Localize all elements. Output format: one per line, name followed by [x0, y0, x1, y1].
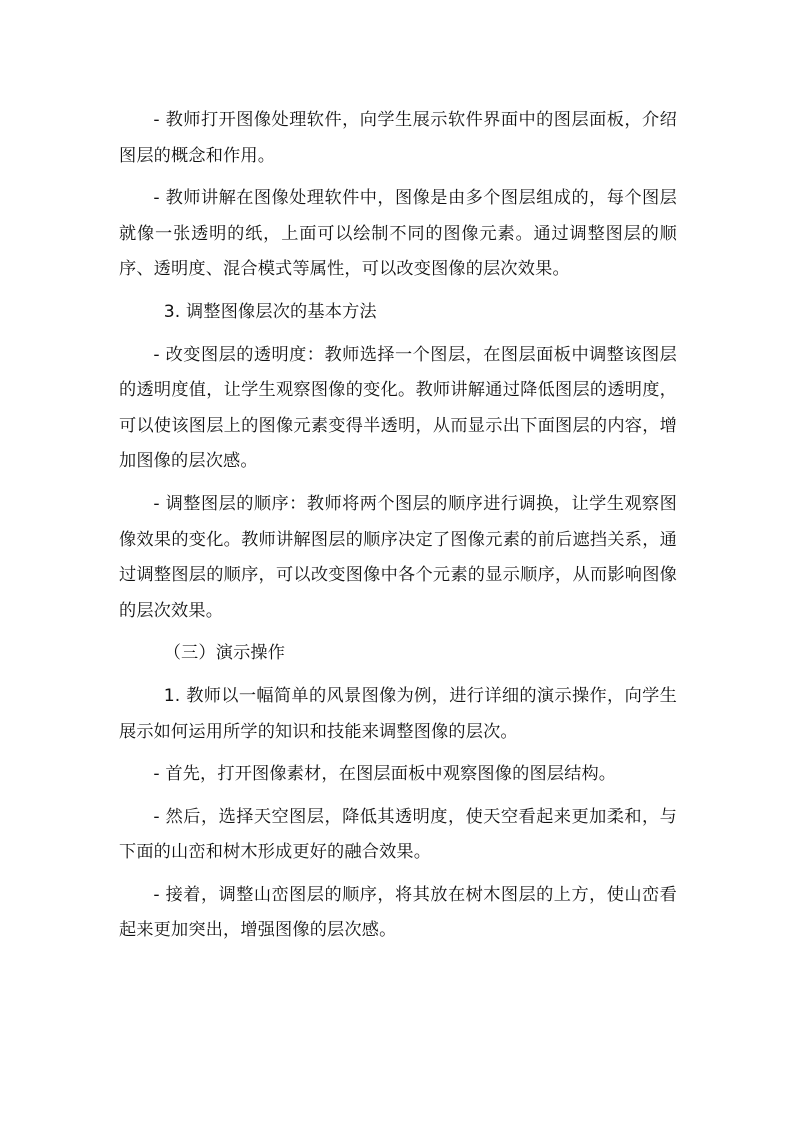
paragraph-demo-intro: 1. 教师以一幅简单的风景图像为例，进行详细的演示操作，向学生展示如何运用所学的知识和技能来调整图像的层次。 — [119, 685, 677, 742]
paragraph-demo-step-mountain: - 接着，调整山峦图层的顺序，将其放在树木图层的上方，使山峦看起来更加突出，增强图像的层次感。 — [119, 884, 677, 941]
paragraph-layer-concept: - 教师讲解在图像处理软件中，图像是由多个图层组成的，每个图层就像一张透明的纸，上面可以绘制不同的图像元素。通过调整图层的顺序、透明度、混合模式等属性，可以改变图像的层次效果。 — [119, 188, 677, 280]
paragraph-demo-step-sky: - 然后，选择天空图层，降低其透明度，使天空看起来更加柔和，与下面的山峦和树木形成更好的融合效果。 — [119, 806, 677, 863]
paragraph-layer-panel-intro: - 教师打开图像处理软件，向学生展示软件界面中的图层面板，介绍图层的概念和作用。 — [119, 110, 677, 166]
paragraph-order-method: - 调整图层的顺序：教师将两个图层的顺序进行调换，让学生观察图像效果的变化。教师讲解图层的顺序决定了图像元素的前后遮挡关系，通过调整图层的顺序，可以改变图像中各个元素的显示顺序，从而影响图像的层次效果。 — [119, 493, 677, 621]
paragraph-opacity-method: - 改变图层的透明度：教师选择一个图层，在图层面板中调整该图层的透明度值，让学生观察图像的变化。教师讲解通过降低图层的透明度，可以使该图层上的图像元素变得半透明，从而显示出下面图层的内容，增加图像的层次感。 — [119, 344, 677, 472]
document-body — [119, 103, 677, 956]
paragraph-demo-step-open: - 首先，打开图像素材，在图层面板中观察图像的图层结构。 — [153, 764, 617, 785]
section-heading-basic-methods: 3. 调整图像层次的基本方法 — [163, 301, 377, 322]
subsection-heading-demo: （三）演示操作 — [163, 643, 286, 664]
